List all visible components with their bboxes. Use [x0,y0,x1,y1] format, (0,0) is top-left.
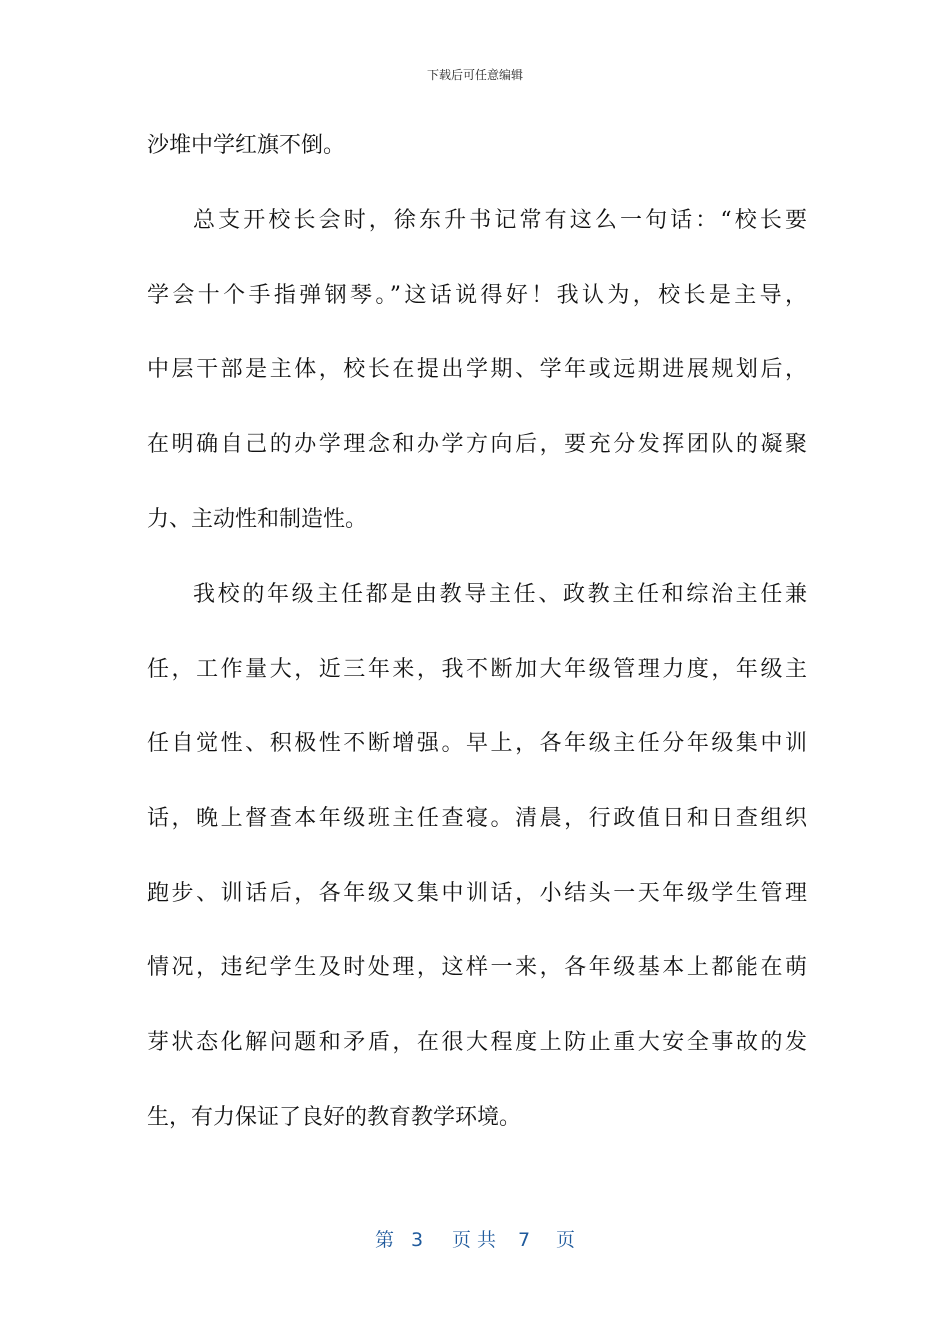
total-label: 页 共 [452,1229,497,1251]
page-label: 第 [375,1229,395,1251]
text-line: 跑步、训话后，各年级又集中训话，小结头一天年级学生管理 [147,881,807,906]
page-footer [0,1224,950,1256]
text-line: 我校的年级主任都是由教导主任、政教主任和综治主任兼 [193,582,807,607]
current-page-number: 3 [411,1229,424,1251]
text-line: 学会十个手指弹钢琴。”这话说得好！我认为，校长是主导， [147,283,807,308]
text-line: 芽状态化解问题和矛盾，在很大程度上防止重大安全事故的发 [147,1030,807,1055]
header-note: 下载后可任意编辑 [426,68,523,82]
text-line: 在明确自己的办学理念和办学方向后，要充分发挥团队的凝聚 [147,432,807,457]
page-suffix: 页 [556,1229,576,1251]
text-line: 生，有力保证了良好的教育教学环境。 [147,1105,522,1130]
text-line: 力、主动性和制造性。 [147,507,368,532]
total-pages-number: 7 [518,1229,531,1251]
text-line: 中层干部是主体，校长在提出学期、学年或远期进展规划后， [147,357,807,382]
text-line: 沙堆中学红旗不倒。 [147,133,346,158]
text-line: 情况，违纪学生及时处理，这样一来，各年级基本上都能在萌 [147,955,807,980]
text-line: 任自觉性、积极性不断增强。早上，各年级主任分年级集中训 [147,731,807,756]
text-line: 总支开校长会时，徐东升书记常有这么一句话：“校长要 [193,208,807,233]
text-line: 任，工作量大，近三年来，我不断加大年级管理力度，年级主 [147,657,807,682]
text-line: 话，晚上督查本年级班主任查寝。清晨，行政值日和日查组织 [147,806,807,831]
